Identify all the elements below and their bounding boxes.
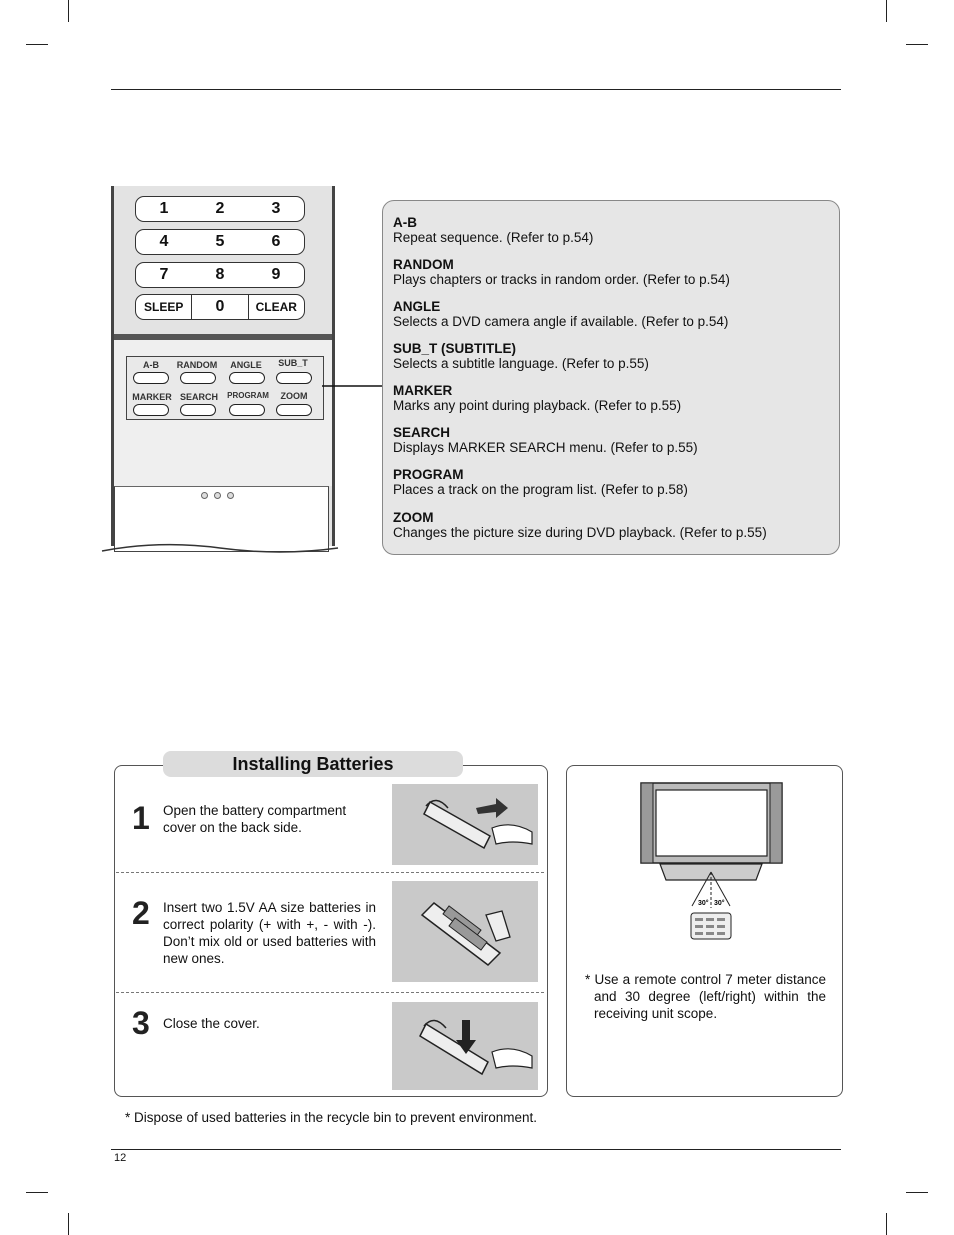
crop-mark: [886, 1213, 887, 1235]
key-9[interactable]: 9: [271, 266, 281, 283]
key-4[interactable]: 4: [159, 233, 169, 250]
desc-search: SEARCH Displays MARKER SEARCH menu. (Refer to p.55): [393, 425, 698, 455]
number-row-2[interactable]: [135, 229, 305, 255]
desc-random: RANDOM Plays chapters or tracks in random order. (Refer to p.54): [393, 257, 730, 287]
step-text: Close the cover.: [163, 1016, 260, 1031]
key-3[interactable]: 3: [271, 200, 281, 217]
page-number: 12: [114, 1152, 127, 1164]
header-rule: [111, 89, 841, 90]
step-divider: [116, 872, 544, 873]
key-6[interactable]: 6: [271, 233, 281, 250]
random-button[interactable]: [180, 372, 216, 384]
remote-cut-edge: [100, 526, 340, 566]
crop-mark: [68, 1213, 69, 1235]
ab-label: A-B: [143, 360, 159, 370]
angle-label: ANGLE: [230, 360, 262, 370]
tv-range-illustration: [640, 782, 786, 942]
step-text: Insert two 1.5V AA size batteries in correct polarity (+ with +, - with -). Don’t mix old or used batteries with new ones.: [163, 900, 376, 966]
key-1[interactable]: 1: [159, 200, 169, 217]
dispose-note: * Dispose of used batteries in the recycle bin to prevent environment.: [125, 1110, 537, 1125]
crop-mark: [68, 0, 69, 22]
desc-ab: A-B Repeat sequence. (Refer to p.54): [393, 215, 594, 245]
zoom-button[interactable]: [276, 404, 312, 416]
insert-batteries-illustration: [392, 881, 538, 982]
step-number: 2: [132, 895, 150, 931]
desc-subt: SUB_T (SUBTITLE) Selects a subtitle language. (Refer to p.55): [393, 341, 649, 371]
zoom-label: ZOOM: [280, 391, 308, 401]
program-label: PROGRAM: [227, 391, 269, 400]
key-5[interactable]: 5: [215, 233, 225, 250]
desc-zoom: ZOOM Changes the picture size during DVD playback. (Refer to p.55): [393, 510, 767, 540]
close-cover-illustration: [392, 1002, 538, 1090]
function-description-panel: [382, 200, 840, 555]
battery-section-title: Installing Batteries: [163, 751, 463, 777]
crop-mark: [26, 1192, 48, 1193]
key-2[interactable]: 2: [215, 200, 225, 217]
open-cover-illustration: [392, 784, 538, 865]
crop-mark: [886, 0, 887, 22]
desc-program: PROGRAM Places a track on the program list. (Refer to p.58): [393, 467, 688, 497]
random-label: RANDOM: [176, 360, 218, 370]
indicator-dot: [227, 492, 234, 499]
angle-button[interactable]: [229, 372, 265, 384]
right-angle-label: 30°: [714, 900, 725, 907]
left-angle-label: 30°: [698, 900, 709, 907]
indicator-dot: [201, 492, 208, 499]
subt-label: SUB_T: [278, 358, 308, 368]
crop-mark: [906, 1192, 928, 1193]
crop-mark: [26, 44, 48, 45]
function-button-panel: [126, 356, 324, 420]
step-number: 3: [132, 1005, 150, 1041]
footer-rule: [111, 1149, 841, 1150]
step-number: 1: [132, 800, 150, 836]
marker-button[interactable]: [133, 404, 169, 416]
desc-angle: ANGLE Selects a DVD camera angle if available. (Refer to p.54): [393, 299, 729, 329]
indicator-dot: [214, 492, 221, 499]
sleep-button[interactable]: SLEEP: [143, 300, 184, 314]
remote-range-note: * Use a remote control 7 meter distance and 30 degree (left/right) within the receiving unit scope.: [585, 972, 826, 1021]
search-button[interactable]: [180, 404, 216, 416]
subt-button[interactable]: [276, 372, 312, 384]
key-7[interactable]: 7: [159, 266, 169, 283]
ab-button[interactable]: [133, 372, 169, 384]
search-label: SEARCH: [179, 392, 218, 402]
marker-label: MARKER: [132, 392, 172, 402]
connector-line: [322, 380, 384, 392]
number-row-3[interactable]: [135, 262, 305, 288]
remote-illustration: [100, 186, 340, 566]
program-button[interactable]: [229, 404, 265, 416]
number-row-4[interactable]: [135, 294, 305, 320]
clear-button[interactable]: CLEAR: [255, 300, 297, 314]
number-row-1[interactable]: [135, 196, 305, 222]
desc-marker: MARKER Marks any point during playback. (Refer to p.55): [393, 383, 682, 413]
key-8[interactable]: 8: [215, 266, 225, 283]
step-text: Open the battery compartment cover on the back side.: [163, 803, 347, 835]
crop-mark: [906, 44, 928, 45]
step-divider: [116, 992, 544, 993]
key-0[interactable]: 0: [215, 298, 225, 315]
